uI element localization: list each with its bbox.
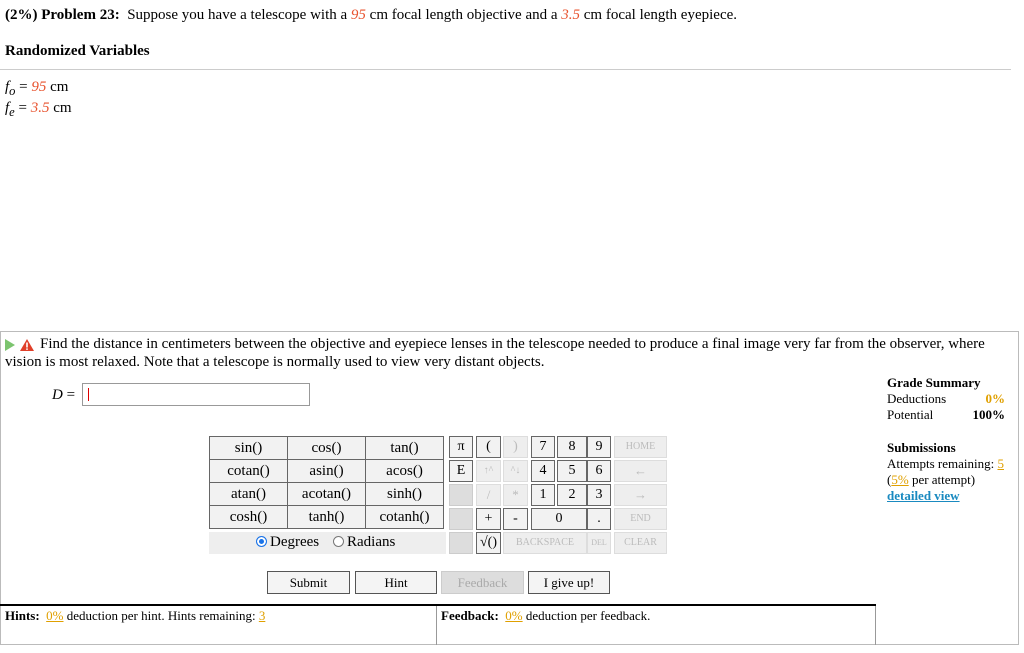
fe-value: 3.5 [561, 7, 581, 23]
hints-info: Hints: 0% deduction per hint. Hints remaining: 3 [5, 608, 266, 623]
footer-separator [436, 606, 437, 645]
digit-2-key[interactable]: 2 [557, 484, 587, 506]
pi-key[interactable]: π [449, 436, 473, 458]
right-arrow-key[interactable]: → [614, 484, 667, 506]
fn-acotan-button[interactable]: acotan() [288, 483, 366, 506]
blank-key [449, 508, 473, 530]
digit-7-key[interactable]: 7 [531, 436, 555, 458]
e-key[interactable]: E [449, 460, 473, 482]
up-key[interactable]: ↑^ [476, 460, 501, 482]
fn-asin-button[interactable]: asin() [288, 460, 366, 483]
question-text: Find the distance in centimeters between the objective and eyepiece lenses in the telescope needed to produce a final image very far from the observer, where vision is most relaxed. Note that a telescope is normally used to view very distant objects. [5, 336, 985, 370]
problem-text-post: cm focal length eyepiece. [583, 7, 738, 23]
fn-tanh-button[interactable]: tanh() [288, 506, 366, 529]
detailed-view-link[interactable]: detailed view [887, 488, 960, 503]
divide-key[interactable]: / [476, 484, 501, 506]
submissions-title: Submissions [887, 440, 956, 455]
problem-label: Problem 23: [41, 7, 120, 23]
play-icon[interactable] [5, 339, 15, 351]
minus-key[interactable]: - [503, 508, 528, 530]
hints-pct: 0% [46, 608, 64, 623]
angle-mode [209, 532, 446, 554]
divider [0, 69, 1011, 70]
digit-0-key[interactable]: 0 [531, 508, 587, 530]
close-paren-key[interactable]: ) [503, 436, 528, 458]
left-arrow-key[interactable]: ← [614, 460, 667, 482]
fn-acos-button[interactable]: acos() [366, 460, 444, 483]
fn-cotan-button[interactable]: cotan() [210, 460, 288, 483]
digit-5-key[interactable]: 5 [557, 460, 587, 482]
fn-tan-button[interactable]: tan() [366, 437, 444, 460]
problem-text-mid: cm focal length objective and a [369, 7, 558, 23]
radians-radio[interactable] [333, 536, 344, 547]
problem-text-pre: Suppose you have a telescope with a [127, 7, 348, 23]
potential-label: Potential [887, 407, 934, 422]
end-key[interactable]: END [614, 508, 667, 530]
potential-value: 100% [972, 407, 1005, 422]
sqrt-key[interactable]: √() [476, 532, 501, 554]
submit-button[interactable]: Submit [267, 571, 350, 594]
question [5, 335, 1005, 371]
fn-sin-button[interactable]: sin() [210, 437, 288, 460]
text-cursor [88, 388, 89, 401]
open-paren-key[interactable]: ( [476, 436, 501, 458]
clear-key[interactable]: CLEAR [614, 532, 667, 554]
variable-fe: $f_e = 3.5$ cm [5, 100, 72, 119]
fn-cosh-button[interactable]: cosh() [210, 506, 288, 529]
problem-percent: (2%) [5, 7, 38, 23]
feedback-button[interactable]: Feedback [441, 571, 524, 594]
footer-divider [0, 604, 876, 606]
radians-option[interactable]: Radians [333, 534, 395, 551]
digit-9-key[interactable]: 9 [587, 436, 611, 458]
backspace-key[interactable]: BACKSPACE [503, 532, 587, 554]
fn-cos-button[interactable]: cos() [288, 437, 366, 460]
digit-1-key[interactable]: 1 [531, 484, 555, 506]
grade-summary-title: Grade Summary [887, 375, 981, 390]
problem-header [5, 7, 737, 24]
fn-atan-button[interactable]: atan() [210, 483, 288, 506]
feedback-pct: 0% [505, 608, 523, 623]
down-key[interactable]: ^↓ [503, 460, 528, 482]
multiply-key[interactable]: * [503, 484, 528, 506]
grade-summary: Grade Summary Deductions 0% Potential 100% Submissions Attempts remaining: 5 (5% per attempt) detailed view [887, 375, 1005, 503]
degrees-option[interactable]: Degrees [256, 534, 319, 551]
function-pad [209, 436, 444, 529]
blank-key [449, 484, 473, 506]
per-attempt-text: per attempt) [911, 472, 976, 487]
digit-6-key[interactable]: 6 [587, 460, 611, 482]
feedback-info: Feedback: 0% deduction per feedback. [441, 608, 651, 623]
home-key[interactable]: HOME [614, 436, 667, 458]
digit-8-key[interactable]: 8 [557, 436, 587, 458]
degrees-radio[interactable] [256, 536, 267, 547]
blank-key [449, 532, 473, 554]
deductions-value: 0% [985, 391, 1005, 406]
decimal-key[interactable]: . [587, 508, 611, 530]
per-attempt-pct: 5% [891, 472, 909, 487]
fo-value: 95 [350, 7, 366, 23]
warning-icon [20, 339, 34, 351]
answer-label: D = [52, 387, 76, 403]
attempts-value: 5 [997, 456, 1004, 471]
give-up-button[interactable]: I give up! [528, 571, 610, 594]
fn-cotanh-button[interactable]: cotanh() [366, 506, 444, 529]
deductions-label: Deductions [887, 391, 947, 406]
variable-fo: $f_o = 95$ cm [5, 79, 69, 98]
delete-key[interactable]: DEL [587, 532, 611, 554]
answer-input[interactable] [82, 383, 310, 406]
randomized-variables-title: Randomized Variables [5, 43, 150, 59]
digit-4-key[interactable]: 4 [531, 460, 555, 482]
footer-separator [875, 606, 876, 645]
plus-key[interactable]: + [476, 508, 501, 530]
hint-button[interactable]: Hint [355, 571, 437, 594]
digit-3-key[interactable]: 3 [587, 484, 611, 506]
hints-remaining: 3 [258, 608, 266, 623]
attempts-label: Attempts remaining: [887, 456, 995, 471]
fn-sinh-button[interactable]: sinh() [366, 483, 444, 506]
